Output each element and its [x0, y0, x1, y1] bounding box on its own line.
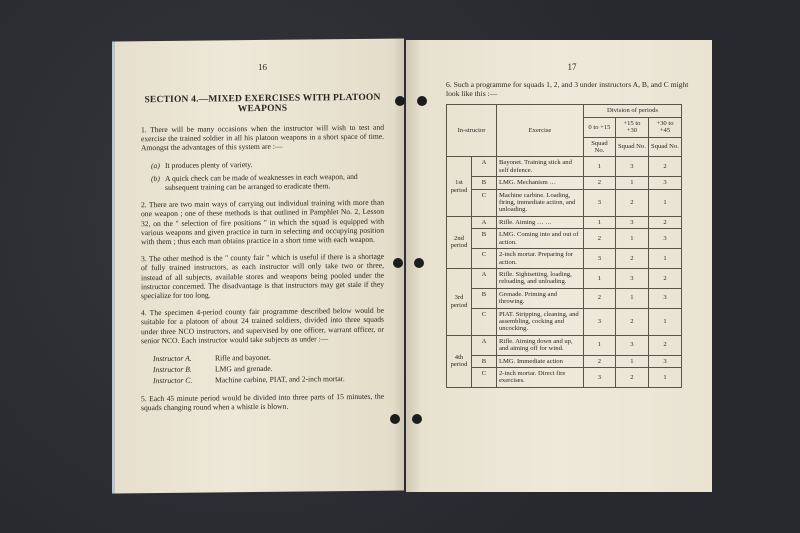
table-row: [447, 355, 682, 367]
instructor-name: Instructor B.: [153, 364, 192, 375]
exercise-cell: Rifle. Aiming … …: [497, 216, 584, 228]
instructor-cell: C: [472, 189, 497, 216]
paragraph-2: 2. There are two main ways of carrying out individual training with more than one weapon ; one of these methods is that outlined in Pamphlet No. 2, Lesson 32, on the " selection of fire positions " in which the squad is equipped with various weapons and given practice in turn in selecting and occupying position with them ; thus each man obtains practice in a short time with each weapon.: [141, 197, 384, 247]
squad-cell: 1: [615, 355, 648, 367]
instructor-cell: B: [472, 355, 497, 367]
squad-cell: 2: [584, 177, 616, 189]
period-label: 1st period: [447, 157, 472, 216]
table-row: [447, 157, 682, 177]
header-col: 0 to +15: [584, 117, 616, 137]
squad-cell: 2: [615, 367, 648, 387]
squad-cell: 3: [615, 216, 648, 228]
left-page: [112, 38, 404, 493]
squad-cell: 2: [615, 189, 648, 216]
instructor-line: [153, 373, 384, 386]
squad-cell: 2: [584, 229, 616, 249]
instructor-cell: A: [472, 268, 497, 288]
squad-cell: 3: [584, 308, 616, 335]
programme-table: [446, 104, 682, 387]
table-row: [447, 367, 682, 387]
list-item: [151, 171, 384, 192]
exercise-cell: LMG. Mechanism …: [497, 177, 584, 189]
squad-cell: 3: [584, 189, 616, 216]
exercise-cell: 2-inch mortar. Direct fire exercises.: [497, 367, 584, 387]
squad-cell: 1: [615, 229, 648, 249]
table-row: [447, 288, 682, 308]
paragraph-5: 5. Each 45 minute period would be divided into three parts of 15 minutes, the squads changing round when a whistle is blown.: [141, 391, 384, 413]
staple-hole: [395, 96, 405, 106]
staple-hole: [414, 258, 424, 268]
squad-cell: 1: [648, 308, 681, 335]
header-col: +15 to +30: [615, 117, 648, 137]
section-title: SECTION 4.—MIXED EXERCISES WITH PLATOON WEAPONS: [144, 92, 381, 115]
squad-cell: 1: [648, 189, 681, 216]
squad-cell: 1: [648, 249, 681, 269]
squad-cell: 1: [615, 177, 648, 189]
squad-cell: 1: [584, 157, 616, 177]
paragraph-3: 3. The other method is the " county fair " which is useful if there is a shortage of fully trained instructors, as each instructor will only take two or three, instead of all subjects, available stores and weapons being pooled under the instructor concerned. The disadvantage is that instructors may get stale if they specialize for too long.: [141, 251, 384, 301]
squad-cell: 3: [615, 268, 648, 288]
instructor-cell: A: [472, 335, 497, 355]
instructor-cell: B: [472, 288, 497, 308]
header-squad: Squad No.: [648, 137, 681, 157]
list-item-label: (b): [151, 173, 160, 183]
squad-cell: 2: [648, 216, 681, 228]
list-item-text: It produces plenty of variety.: [165, 159, 253, 170]
squad-cell: 1: [615, 288, 648, 308]
right-page: [406, 40, 712, 492]
exercise-cell: Grenade. Priming and throwing.: [497, 288, 584, 308]
table-row: [447, 335, 682, 355]
instructor-cell: A: [472, 157, 497, 177]
table-row: [447, 177, 682, 189]
exercise-cell: LMG. Immediate action: [497, 355, 584, 367]
staple-hole: [412, 414, 422, 424]
paragraph-6: 6. Such a programme for squads 1, 2, and 3 under instructors A, B, and C might look like this :—: [446, 80, 689, 99]
list-item: [151, 158, 384, 170]
squad-cell: 1: [584, 216, 616, 228]
paragraph-4: 4. The specimen 4-period county fair programme described below would be suitable for a platoon of about 24 trained soldiers, divided into three squads under three NCO instructors, and supervised by one officer, warrant officer, or senior NCO. Each instructor would take subjects as under :—: [141, 305, 384, 346]
paragraph-1: 1. There will be many occasions when the instructor will wish to test and exercise the trained soldier in all his platoon weapons in a short space of time. Amongst the advantages of this system are :—: [141, 122, 384, 153]
header-squad: Squad No.: [615, 137, 648, 157]
squad-cell: 2: [615, 308, 648, 335]
table-row: [447, 249, 682, 269]
instructor-name: Instructor C.: [153, 375, 193, 386]
header-exercise: Exercise: [497, 105, 584, 157]
instructor-subjects: Rifle and bayonet.: [215, 352, 271, 363]
squad-cell: 2: [584, 355, 616, 367]
header-division: Division of periods: [584, 105, 682, 117]
squad-cell: 3: [648, 229, 681, 249]
header-instructor: In-structor: [447, 105, 497, 157]
squad-cell: 3: [648, 355, 681, 367]
instructor-name: Instructor A.: [153, 353, 192, 364]
exercise-cell: 2-inch mortar. Preparing for action.: [497, 249, 584, 269]
staple-hole: [390, 414, 400, 424]
squad-cell: 2: [615, 249, 648, 269]
exercise-cell: PIAT. Stripping, cleaning, and assembling, cocking and uncocking.: [497, 308, 584, 335]
squad-cell: 3: [584, 249, 616, 269]
staple-hole: [393, 258, 403, 268]
instructor-cell: C: [472, 367, 497, 387]
squad-cell: 3: [648, 288, 681, 308]
period-label: 3rd period: [447, 268, 472, 335]
instructor-cell: B: [472, 229, 497, 249]
exercise-cell: Bayonet. Training stick and self defence.: [497, 157, 584, 177]
header-squad: Squad No.: [584, 137, 616, 157]
table-row: [447, 268, 682, 288]
squad-cell: 2: [584, 288, 616, 308]
squad-cell: 3: [615, 157, 648, 177]
squad-cell: 1: [584, 268, 616, 288]
squad-cell: 2: [648, 268, 681, 288]
table-row: [447, 216, 682, 228]
exercise-cell: Rifle. Aiming down and up, and aiming off for wind.: [497, 335, 584, 355]
list-item-text: A quick check can be made of weaknesses in each weapon, and subsequent training can be arranged to eradicate them.: [165, 171, 358, 192]
staple-hole: [417, 96, 427, 106]
squad-cell: 1: [584, 335, 616, 355]
instructor-subjects: LMG and grenade.: [215, 363, 273, 374]
period-label: 2nd period: [447, 216, 472, 268]
squad-cell: 2: [648, 157, 681, 177]
instructor-cell: C: [472, 249, 497, 269]
instructor-subjects: Machine carbine, PIAT, and 2-inch mortar.: [215, 374, 345, 385]
header-col: +30 to +45: [648, 117, 681, 137]
squad-cell: 3: [615, 335, 648, 355]
exercise-cell: Machine carbine. Loading, firing, immediate action, and unloading.: [497, 189, 584, 216]
squad-cell: 1: [648, 367, 681, 387]
table-row: [447, 229, 682, 249]
squad-cell: 3: [584, 367, 616, 387]
open-booklet: [112, 40, 712, 492]
list-item-label: (a): [151, 160, 160, 170]
squad-cell: 3: [648, 177, 681, 189]
instructor-cell: A: [472, 216, 497, 228]
page-number-left: 16: [258, 61, 267, 72]
page-number-right: 17: [567, 62, 577, 72]
squad-cell: 2: [648, 335, 681, 355]
exercise-cell: LMG. Coming into and out of action.: [497, 229, 584, 249]
exercise-cell: Rifle. Sightsetting, loading, reloading, and unloading.: [497, 268, 584, 288]
period-label: 4th period: [447, 335, 472, 387]
instructor-cell: C: [472, 308, 497, 335]
table-row: [447, 189, 682, 216]
table-row: [447, 308, 682, 335]
instructor-cell: B: [472, 177, 497, 189]
